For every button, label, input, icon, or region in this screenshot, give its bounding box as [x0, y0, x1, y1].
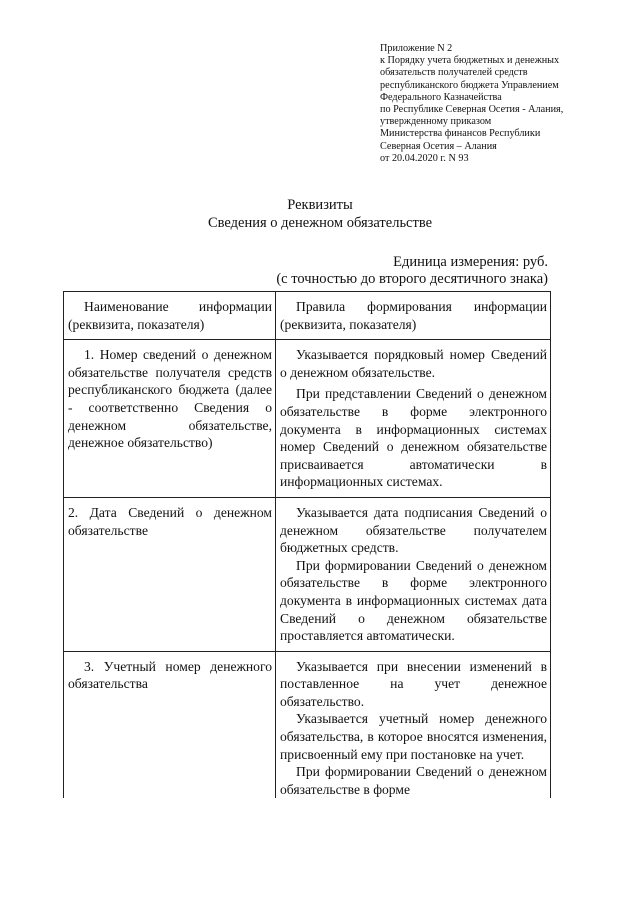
row-name-text: 2. Дата Сведений о денежном обязательстве: [68, 504, 272, 538]
row-name-cell: [64, 651, 276, 798]
rule-paragraph: При формировании Сведений о денежном обязательстве в форме электронного документа в информационных системах дата Сведений о денежном обязательстве проставляется автоматически.: [280, 557, 547, 644]
table-header-row: [64, 292, 551, 340]
row-name-cell: [64, 340, 276, 498]
rule-paragraph: При представлении Сведений о денежном обязательстве в форме электронного документа в информационных системах номер Сведений о денежном обязательстве присваивается автоматически в информационных системах.: [280, 386, 547, 490]
appendix-line: утвержденному приказом: [380, 116, 492, 128]
appendix-block: [380, 43, 590, 165]
rule-paragraph: Указывается порядковый номер Сведений о денежном обязательстве.: [280, 347, 547, 380]
rule-paragraph: Указывается дата подписания Сведений о денежном обязательстве получателем бюджетных средств.: [280, 504, 547, 556]
appendix-line: обязательств получателей средств: [380, 67, 528, 79]
header-name-text: Наименование информации (реквизита, показателя): [68, 299, 272, 332]
appendix-line: от 20.04.2020 г. N 93: [380, 152, 469, 164]
appendix-line: Северная Осетия – Алания: [380, 140, 497, 152]
row-name-cell: [64, 497, 276, 651]
appendix-line: республиканского бюджета Управлением: [380, 79, 559, 91]
table-row: [64, 651, 551, 798]
row-rules-cell: [276, 497, 551, 651]
table-row: [64, 340, 551, 498]
appendix-line: Приложение N 2: [380, 43, 453, 54]
rule-paragraph: При формировании Сведений о денежном обязательстве в форме: [280, 764, 547, 797]
header-rules-text: Правила формирования информации (реквизита, показателя): [280, 299, 547, 332]
rule-paragraph: Указывается учетный номер денежного обязательства, в которое вносятся изменения, присвоенный ему при постановке на учет.: [280, 711, 547, 762]
header-cell-name: [64, 292, 276, 340]
row-name-text: 3. Учетный номер денежного обязательства: [68, 658, 272, 692]
appendix-line: к Порядку учета бюджетных и денежных: [380, 55, 560, 67]
row-name-text: 1. Номер сведений о денежном обязательстве получателя средств республиканского бюджета (далее - соответственно Сведения о денежном обязательстве, денежное обязательство): [68, 347, 272, 451]
unit-precision-note: (с точностью до второго десятичного знака): [276, 271, 548, 287]
document-subtitle: Сведения о денежном обязательстве: [207, 215, 433, 231]
row-rules-cell: [276, 651, 551, 798]
requisites-table: [63, 291, 551, 798]
header-cell-rules: [276, 292, 551, 340]
appendix-line: Министерства финансов Республики: [380, 128, 541, 140]
document-title: Реквизиты: [287, 197, 353, 213]
unit-of-measure: Единица измерения: руб.: [393, 254, 548, 270]
appendix-line: по Республике Северная Осетия - Алания,: [380, 104, 564, 116]
table-row: [64, 497, 551, 651]
row-rules-cell: [276, 340, 551, 498]
appendix-line: Федерального Казначейства: [380, 91, 502, 103]
rule-paragraph: Указывается при внесении изменений в поставленное на учет денежное обязательство.: [280, 658, 547, 709]
